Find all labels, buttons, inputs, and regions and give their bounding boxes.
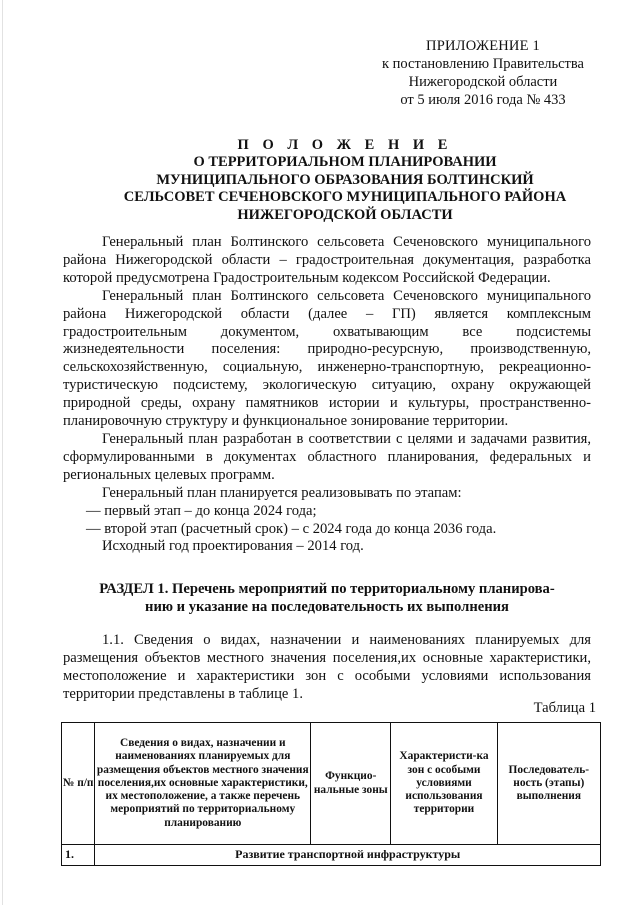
appendix-title: ПРИЛОЖЕНИЕ 1 [426, 38, 540, 54]
appendix-block [368, 37, 598, 109]
body-text [63, 234, 591, 556]
title-line: МУНИЦИПАЛЬНОГО ОБРАЗОВАНИЯ БОЛТИНСКИЙ [156, 171, 534, 188]
appendix-line: Нижегородской области [408, 74, 558, 90]
table-row [62, 845, 601, 866]
section-heading-line: нию и указание на последовательность их выполнения [145, 599, 509, 615]
list-item: — второй этап (расчетный срок) – с 2024 года до конца 2036 года. [86, 520, 497, 537]
appendix-line: к постановлению Правительства [382, 56, 584, 72]
section-heading [63, 580, 591, 616]
header-cell: Последователь-ность (этапы) выполнения [497, 723, 600, 845]
list-item: — первый этап – до конца 2024 года; [86, 502, 317, 519]
title-line: О ТЕРРИТОРИАЛЬНОМ ПЛАНИРОВАНИИ [193, 154, 497, 171]
header-cell: Сведения о видах, назначении и наименованиях планируемых для размещения объектов местного значения поселения,их основные характеристики, их местоположение, а также перечень мероприятий по территориальному планированию [95, 723, 311, 845]
document-title [80, 137, 610, 224]
paragraph: Генеральный план разработан в соответствии с целями и задачами развития, сформулированными в документах областного планирования, федеральных и региональных целевых программ. [63, 430, 591, 483]
paragraph: Исходный год проектирования – 2014 год. [102, 538, 364, 555]
header-cell: Характеристи-ка зон с особыми условиями использования территории [391, 723, 497, 845]
paragraph: Генеральный план планируется реализовывать по этапам: [102, 484, 462, 501]
section-text [63, 632, 591, 704]
row-title: Развитие транспортной инфраструктуры [95, 845, 601, 866]
paragraph: 1.1. Сведения о видах, назначении и наименованиях планируемых для размещения объектов местного значения поселения,их основные характеристики, местоположение и характеристики зон с особыми условиями использования территории представлены в таблице 1. [63, 632, 591, 702]
title-line: СЕЛЬСОВЕТ СЕЧЕНОВСКОГО МУНИЦИПАЛЬНОГО РАЙОНА [123, 189, 567, 206]
section-heading-line: РАЗДЕЛ 1. Перечень мероприятий по территориальному планирова- [99, 581, 555, 597]
header-cell: № п/п [62, 723, 95, 845]
header-cell: Функцио-нальные зоны [311, 723, 391, 845]
title-line: П О Л О Ж Е Н И Е [237, 137, 453, 153]
table-caption: Таблица 1 [533, 700, 596, 716]
appendix-line: от 5 июля 2016 года № 433 [400, 92, 566, 108]
row-number: 1. [62, 845, 95, 866]
title-line: НИЖЕГОРОДСКОЙ ОБЛАСТИ [237, 206, 453, 223]
paragraph: Генеральный план Болтинского сельсовета Сеченовского муниципального района Нижегородской области – градостроительная документация, разработка которой предусмотрена Градостроительным кодексом Российской Федерации. [63, 234, 591, 286]
scan-edge [2, 0, 3, 905]
table-header-row [62, 723, 601, 845]
planning-table [61, 722, 601, 866]
paragraph: Генеральный план Болтинского сельсовета Сеченовского муниципального района Нижегородской области (далее – ГП) является комплексным градостроительным документом, охватывающим все подсистемы жизнедеятельности поселения: природно-ресурсную, производственную, сельскохозяйственную, социальную, инженерно-транспортную, рекреационно-туристическую подсистему, экологическую ситуацию, охрану окружающей природной среды, охрану памятников истории и культуры, пространственно-планировочную структуру и функциональное зонирование территории. [63, 287, 591, 430]
